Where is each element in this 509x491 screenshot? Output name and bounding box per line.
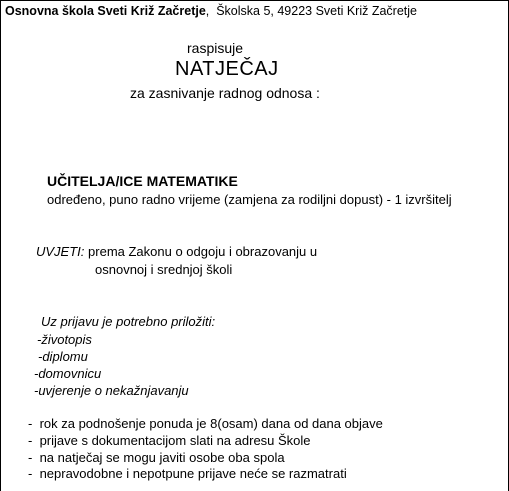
requirements-heading: Uz prijavu je potrebno priložiti: bbox=[41, 314, 216, 329]
note-text: na natječaj se mogu javiti osobe oba spola bbox=[39, 450, 285, 465]
note-item bbox=[28, 416, 383, 431]
requirement-item: -domovnicu bbox=[34, 366, 102, 381]
note-bullet: - bbox=[28, 416, 40, 431]
conditions-line-1 bbox=[36, 244, 317, 259]
position-title: UČITELJA/ICE MATEMATIKE bbox=[47, 173, 238, 189]
conditions-text-1: prema Zakonu o odgoju i obrazovanju u bbox=[88, 244, 318, 259]
header bbox=[5, 4, 417, 18]
requirement-item: -diplomu bbox=[38, 349, 88, 364]
announcement-title: NATJEČAJ bbox=[175, 58, 279, 80]
note-text: prijave s dokumentacijom slati na adresu Škole bbox=[39, 433, 311, 448]
note-text: rok za podnošenje ponuda je 8(osam) dana od dana objave bbox=[39, 416, 383, 431]
note-bullet: - bbox=[28, 466, 40, 481]
note-item bbox=[28, 433, 311, 448]
position-description: određeno, puno radno vrijeme (zamjena za rodiljni dopust) - 1 izvršitelj bbox=[47, 192, 452, 207]
header-separator: , bbox=[205, 4, 217, 18]
note-bullet: - bbox=[28, 433, 40, 448]
note-item bbox=[28, 450, 285, 465]
organization-address: Školska 5, 49223 Sveti Križ Začretje bbox=[216, 4, 417, 18]
requirement-item: -životopis bbox=[37, 332, 92, 347]
announcement-subtitle: za zasnivanje radnog odnosa : bbox=[130, 85, 320, 101]
announcement-lead: raspisuje bbox=[187, 40, 244, 56]
requirement-item: -uvjerenje o nekažnjavanju bbox=[34, 383, 189, 398]
note-bullet: - bbox=[28, 450, 40, 465]
conditions-line-2: osnovnoj i srednjoj školi bbox=[95, 262, 233, 277]
note-text: nepravodobne i nepotpune prijave neće se razmatrati bbox=[39, 466, 347, 481]
note-item bbox=[28, 466, 347, 481]
organization-name: Osnovna škola Sveti Križ Začretje bbox=[5, 4, 206, 18]
conditions-label: UVJETI: bbox=[36, 244, 85, 259]
